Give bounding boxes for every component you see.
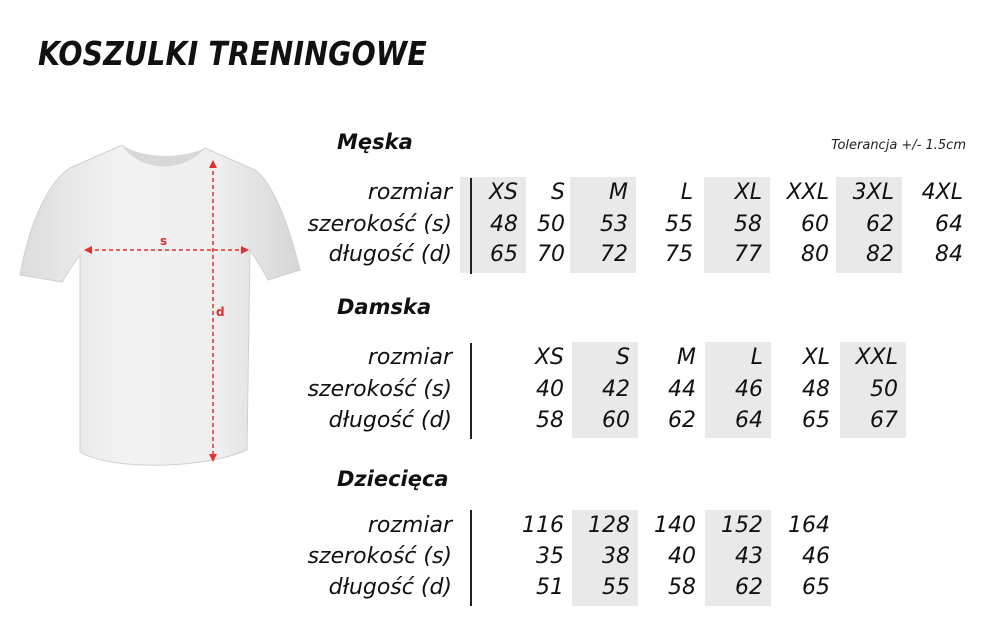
table-cell: 64 [935, 212, 963, 237]
table-cell: XS [488, 180, 518, 205]
table-cell: 58 [668, 575, 696, 600]
table-cell: 75 [665, 242, 693, 267]
table-cell: 58 [734, 212, 762, 237]
row-label: długość (d) [328, 242, 452, 267]
table-cell: 72 [600, 242, 628, 267]
table-cell: XL [802, 345, 830, 370]
table-cell: 46 [735, 377, 763, 402]
row-label: rozmiar [367, 345, 452, 370]
length-label: d [216, 305, 225, 319]
table-cell: 4XL [921, 180, 963, 205]
table-cell: 70 [537, 242, 565, 267]
table-cell: 164 [788, 513, 830, 538]
table-cell: M [609, 180, 628, 205]
table-cell: 62 [668, 408, 696, 433]
table-cell: 60 [801, 212, 829, 237]
table-cell: XS [534, 345, 564, 370]
table-cell: 55 [665, 212, 693, 237]
table-cell: 128 [588, 513, 630, 538]
table-cell: 65 [490, 242, 518, 267]
table-cell: 62 [866, 212, 894, 237]
table-cell: XXL [855, 345, 898, 370]
table-cell: 77 [734, 242, 762, 267]
table-cell: 53 [600, 212, 628, 237]
table-divider [470, 343, 472, 439]
width-label: s [160, 234, 168, 248]
table-cell: 42 [602, 377, 630, 402]
table-cell: 140 [654, 513, 696, 538]
table-cell: 58 [536, 408, 564, 433]
table-cell: 51 [536, 575, 564, 600]
table-cell: 50 [537, 212, 565, 237]
table-cell: 64 [735, 408, 763, 433]
table-cell: 60 [602, 408, 630, 433]
table-cell: S [616, 345, 630, 370]
section-title: Męska [337, 130, 413, 154]
table-cell: L [680, 180, 693, 205]
section-title: Dziecięca [337, 467, 449, 491]
section-title: Damska [337, 295, 432, 319]
table-cell: 50 [870, 377, 898, 402]
table-cell: 46 [802, 544, 830, 569]
table-cell: 48 [490, 212, 518, 237]
row-label: szerokość (s) [307, 544, 452, 569]
row-label: szerokość (s) [307, 377, 452, 402]
table-cell: 44 [668, 377, 696, 402]
row-label: rozmiar [367, 513, 452, 538]
table-cell: XXL [786, 180, 829, 205]
table-cell: 65 [802, 408, 830, 433]
table-cell: 40 [668, 544, 696, 569]
table-cell: 43 [735, 544, 763, 569]
table-cell: 55 [602, 575, 630, 600]
table-cell: 48 [802, 377, 830, 402]
table-cell: L [750, 345, 763, 370]
table-cell: 80 [801, 242, 829, 267]
page-title: KOSZULKI TRENINGOWE [38, 34, 427, 73]
table-cell: 40 [536, 377, 564, 402]
row-label: rozmiar [367, 180, 452, 205]
table-cell: 65 [802, 575, 830, 600]
table-cell: 82 [866, 242, 894, 267]
table-divider [470, 510, 472, 606]
table-cell: 84 [935, 242, 963, 267]
table-cell: 116 [522, 513, 564, 538]
table-cell: S [551, 180, 565, 205]
table-cell: 152 [721, 513, 763, 538]
table-cell: 67 [870, 408, 898, 433]
tolerance-note: Tolerancja +/- 1.5cm [831, 138, 966, 153]
table-cell: 38 [602, 544, 630, 569]
row-label: długość (d) [328, 408, 452, 433]
row-label: długość (d) [328, 575, 452, 600]
table-divider [470, 178, 472, 274]
table-cell: 35 [536, 544, 564, 569]
table-cell: M [677, 345, 696, 370]
row-label: szerokość (s) [307, 212, 452, 237]
table-cell: XL [734, 180, 762, 205]
table-cell: 62 [735, 575, 763, 600]
table-cell: 3XL [852, 180, 894, 205]
